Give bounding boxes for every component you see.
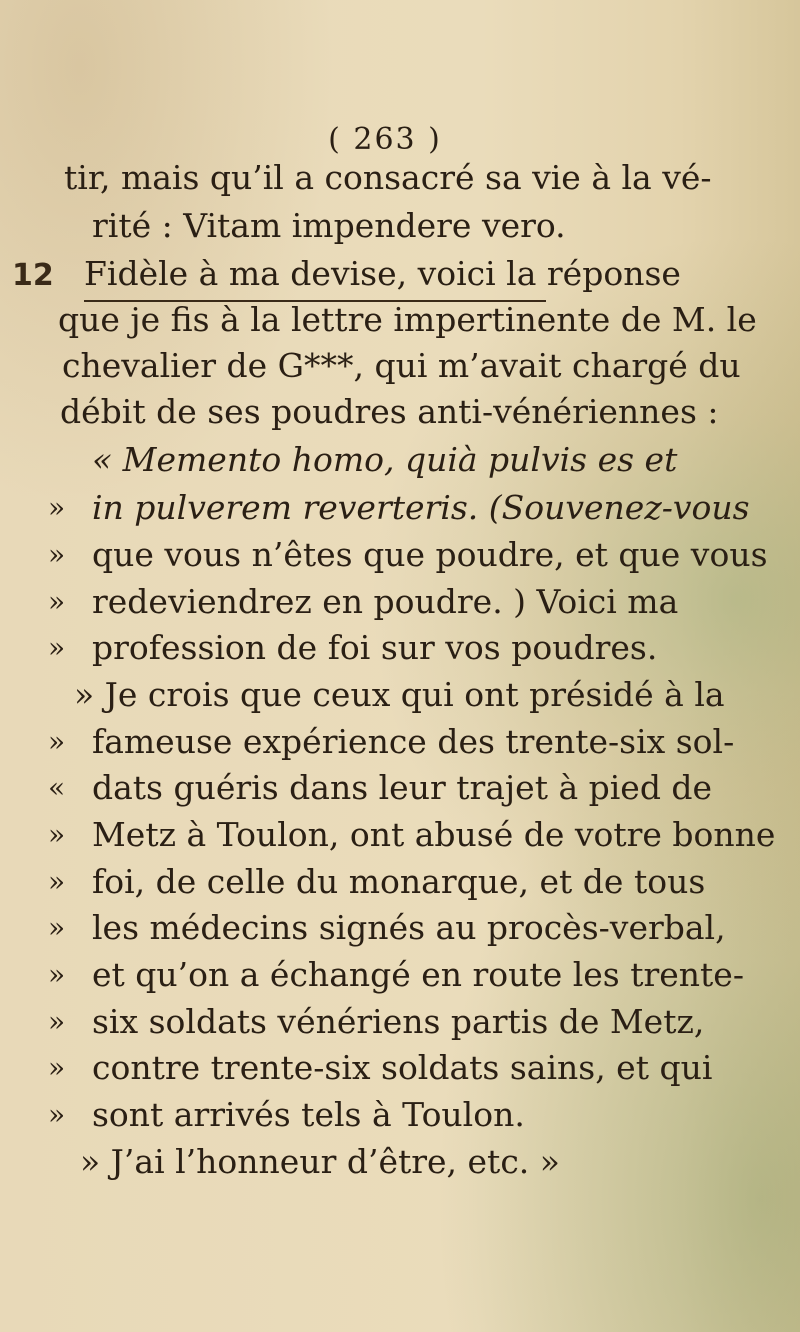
line-guillemet: » (48, 911, 66, 944)
text-line: foi, de celle du monarque, et de tous (92, 862, 706, 901)
text-line: » Je crois que ceux qui ont présidé à la (74, 675, 725, 714)
line-guillemet: » (48, 1005, 66, 1038)
text-line: chevalier de G***, qui m’avait chargé du (62, 346, 741, 385)
line-guillemet: » (48, 725, 66, 758)
margin-annotation: 12 (12, 258, 54, 293)
text-line: rité : Vitam impendere vero. (92, 206, 566, 245)
line-guillemet: » (48, 865, 66, 898)
text-line: débit de ses poudres anti-vénériennes : (60, 392, 719, 431)
line-guillemet: » (48, 585, 66, 618)
text-line: fameuse expérience des trente-six sol- (92, 722, 735, 761)
line-guillemet: » (48, 818, 66, 851)
text-line: les médecins signés au procès-verbal, (92, 908, 726, 947)
line-guillemet: » (48, 1051, 66, 1084)
text-line: et qu’on a échangé en route les trente- (92, 955, 744, 994)
line-guillemet: « (48, 771, 66, 804)
text-line: Fidèle à ma devise, voici la réponse (84, 254, 681, 293)
text-line: six soldats vénériens partis de Metz, (92, 1002, 705, 1041)
text-line: in pulverem reverteris. (Souvenez-vous (92, 488, 750, 527)
line-guillemet: » (48, 631, 66, 664)
text-line: profession de foi sur vos poudres. (92, 628, 658, 667)
text-line: redeviendrez en poudre. ) Voici ma (92, 582, 679, 621)
line-guillemet: » (48, 1098, 66, 1131)
text-line: contre trente-six soldats sains, et qui (92, 1048, 713, 1087)
text-line: » J’ai l’honneur d’être, etc. » (80, 1142, 560, 1181)
text-line: Metz à Toulon, ont abusé de votre bonne (92, 815, 776, 854)
text-line: « Memento homo, quià pulvis es et (92, 440, 678, 479)
text-line: que vous n’êtes que poudre, et que vous (92, 535, 768, 574)
page-number: ( 263 ) (328, 122, 442, 157)
line-guillemet: » (48, 538, 66, 571)
line-guillemet: » (48, 491, 66, 524)
text-line: tir, mais qu’il a consacré sa vie à la vé- (64, 158, 712, 197)
line-guillemet: » (48, 958, 66, 991)
text-line: que je fis à la lettre impertinente de M. le (58, 300, 757, 339)
text-line: dats guéris dans leur trajet à pied de (92, 768, 713, 807)
text-line: sont arrivés tels à Toulon. (92, 1095, 525, 1134)
